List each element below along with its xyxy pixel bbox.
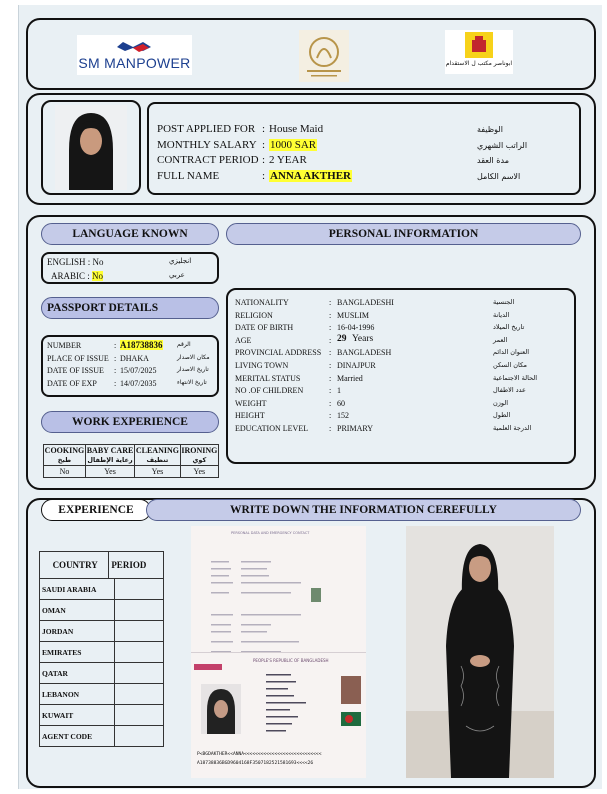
personal-value: 60 (337, 398, 345, 408)
fullname-colon: : (262, 170, 266, 182)
passport-label: PLACE OF ISSUE (47, 353, 109, 363)
personal-value: PRIMARY (337, 424, 374, 433)
contract-label: CONTRACT PERIOD (157, 154, 259, 166)
personal-colon: : (329, 348, 332, 358)
work-value-ironing: Yes (180, 466, 218, 478)
contract-arabic: مدة العقد (477, 156, 509, 165)
post-applied-label: POST APPLIED FOR (157, 123, 256, 135)
personal-arabic: الوزن (493, 398, 509, 407)
work-header-cleaning (135, 445, 181, 466)
personal-value: BANGLADESH (337, 348, 392, 358)
passport-details-header: PASSPORT DETAILS (41, 297, 219, 319)
personal-value: BANGLADESHI (337, 298, 394, 307)
passport-arabic: الرقم (177, 341, 191, 348)
personal-arabic: الديانة (493, 310, 510, 319)
work-header-babycare-ar: رعاية الإطفال (87, 455, 133, 464)
country-cell: LEBANON (40, 684, 115, 705)
personal-value: 1 (337, 386, 341, 396)
experience-header: EXPERIENCE (41, 499, 151, 521)
english-value: No (92, 257, 104, 267)
country-cell: AGENT CODE (40, 726, 115, 747)
personal-colon: : (329, 323, 332, 333)
passport-colon: : (114, 366, 117, 375)
personal-colon: : (329, 386, 332, 396)
arabic-label: ARABIC (51, 271, 86, 281)
emblem-logo (299, 30, 349, 82)
salary-value: 1000 SAR (270, 139, 317, 151)
work-experience-header: WORK EXPERIENCE (41, 411, 219, 433)
english-label: ENGLISH (47, 257, 86, 267)
work-header-cooking-ar: طبخ (57, 455, 72, 464)
personal-arabic: عدد الاطفال (493, 386, 526, 395)
arabic-arabic: عربي (169, 271, 185, 279)
personal-arabic: الدرجة العلمية (493, 424, 532, 432)
passport-label: DATE OF EXP (47, 378, 97, 388)
passport-colon: : (114, 353, 117, 363)
sm-manpower-logo (77, 35, 192, 75)
personal-label: PROVINCIAL ADDRESS (235, 348, 322, 358)
work-header-cooking-en: COOKING (44, 445, 85, 455)
work-table (43, 444, 219, 478)
personal-value: 29 (337, 334, 347, 345)
passport-arabic: مكان الاصدار (177, 353, 210, 361)
fullname-value: ANNA AKTHER (270, 170, 351, 182)
personal-colon: : (329, 398, 332, 408)
fullname-arabic: الاسم الكامل (477, 172, 521, 181)
period-cell[interactable] (115, 726, 164, 747)
personal-colon: : (329, 335, 332, 345)
country-cell: OMAN (40, 600, 115, 621)
personal-label: RELIGION (235, 310, 273, 320)
personal-arabic: الحالة الاجتماعية (493, 373, 538, 382)
post-applied-colon: : (262, 123, 266, 135)
personal-value: 16-04-1996 (337, 323, 375, 333)
personal-colon: : (329, 424, 332, 433)
work-header-ironing-en: IRONING (181, 445, 218, 455)
passport-label: NUMBER (47, 341, 82, 350)
passport-scan (191, 526, 366, 778)
post-applied-value: House Maid (269, 123, 324, 135)
personal-arabic: الجنسية (493, 298, 515, 306)
personal-label: LIVING TOWN (235, 361, 289, 370)
personal-value: 152 (337, 411, 349, 421)
personal-label: HEIGHT (235, 411, 265, 421)
post-applied-arabic: الوظيفة (477, 125, 503, 134)
work-header-babycare-en: BABY CARE (86, 445, 134, 455)
work-value-cleaning: Yes (135, 466, 181, 478)
contract-value: 2 YEAR (269, 154, 307, 166)
work-value-cooking: No (44, 466, 86, 478)
personal-label: WEIGHT (235, 398, 267, 408)
abu-naser-logo (445, 30, 513, 74)
personal-value: MUSLIM (337, 310, 370, 320)
period-cell[interactable] (115, 663, 164, 684)
passport-country-line: PEOPLE'S REPUBLIC OF BANGLADESH (253, 658, 329, 663)
period-cell[interactable] (115, 642, 164, 663)
personal-colon: : (329, 361, 332, 370)
english-arabic: انجليزي (169, 257, 192, 265)
passport-value: A18738836 (120, 340, 163, 350)
period-cell[interactable] (115, 705, 164, 726)
salary-label: MONTHLY SALARY (157, 139, 257, 151)
personal-label: MERITAL STATUS (235, 373, 301, 383)
country-cell: SAUDI ARABIA (40, 579, 115, 600)
period-cell[interactable] (115, 621, 164, 642)
passport-arabic: تاريخ الانتهاء (177, 378, 207, 386)
passport-colon: : (114, 341, 117, 350)
salary-colon: : (262, 139, 266, 151)
country-cell: JORDAN (40, 621, 115, 642)
personal-label: NATIONALITY (235, 298, 289, 307)
work-header-ironing-ar: كوي (192, 455, 207, 464)
work-header-babycare (85, 445, 134, 466)
work-header-ironing (180, 445, 218, 466)
passport-value: 15/07/2025 (120, 366, 157, 375)
personal-colon: : (329, 411, 332, 421)
personal-value: DINAJPUR (337, 361, 376, 370)
arabic-value: No (92, 271, 104, 281)
personal-arabic: العمر (493, 335, 508, 344)
contract-colon: : (262, 154, 266, 166)
work-value-babycare: Yes (85, 466, 134, 478)
sm-manpower-text: SM MANPOWER (78, 55, 191, 71)
personal-value: Married (337, 373, 363, 383)
personal-label: DATE OF BIRTH (235, 323, 294, 333)
cv-sheet (18, 5, 602, 789)
personal-colon: : (329, 298, 332, 307)
country-cell: QATAR (40, 663, 115, 684)
passport-mrz-line1: P<BGDAKTHER<<ANNA<<<<<<<<<<<<<<<<<<<<<<<<<<<< (197, 752, 322, 757)
work-header-cooking (44, 445, 86, 466)
experience-table (39, 551, 164, 579)
period-col-header: PERIOD (109, 552, 164, 579)
period-cell[interactable] (115, 684, 164, 705)
passport-arabic: تاريخ الاصدار (177, 366, 209, 373)
personal-information-header: PERSONAL INFORMATION (226, 223, 581, 245)
personal-colon: : (329, 310, 332, 320)
passport-colon: : (114, 378, 117, 388)
abu-naser-text: ابوناصر مكتب ل الاستقدام (445, 60, 513, 67)
personal-label: NO .OF CHILDREN (235, 386, 304, 396)
personal-arabic: العنوان الدائم (493, 348, 530, 357)
language-known-header: LANGUAGE KNOWN (41, 223, 219, 245)
country-col-header: COUNTRY (40, 552, 109, 579)
personal-arabic: الطول (493, 411, 511, 420)
work-header-cleaning-en: CLEANING (135, 445, 179, 455)
passport-value: 14/07/2035 (120, 378, 157, 388)
applicant-photo (55, 105, 127, 190)
fullname-label: FULL NAME (157, 170, 220, 182)
country-cell: KUWAIT (40, 705, 115, 726)
work-header-cleaning-ar: تنظيف (146, 455, 169, 464)
personal-label: AGE (235, 335, 252, 345)
period-cell[interactable] (115, 600, 164, 621)
personal-arabic: تاريخ الميلاد (493, 323, 525, 332)
passport-mrz-line2: A18738836BGD9604168F3507182521581693<<<<26 (197, 761, 314, 766)
write-down-banner: WRITE DOWN THE INFORMATION CEREFULLY (146, 499, 581, 521)
personal-arabic: مكان السكن (493, 361, 528, 369)
country-cell: EMIRATES (40, 642, 115, 663)
personal-label: EDUCATION LEVEL (235, 424, 309, 433)
passport-value: DHAKA (120, 353, 149, 363)
personal-unit: Years (352, 334, 374, 345)
country-table (39, 578, 164, 747)
full-body-photo (406, 526, 554, 778)
salary-arabic: الراتب الشهري (477, 141, 528, 150)
passport-label: DATE OF ISSUE (47, 366, 104, 375)
personal-colon: : (329, 373, 332, 383)
passport-top-title: PERSONAL DATA AND EMERGENCY CONTACT (231, 531, 310, 535)
english-row: ENGLISH : No (47, 257, 104, 267)
period-cell[interactable] (115, 579, 164, 600)
arabic-row: ARABIC : No (51, 271, 104, 281)
